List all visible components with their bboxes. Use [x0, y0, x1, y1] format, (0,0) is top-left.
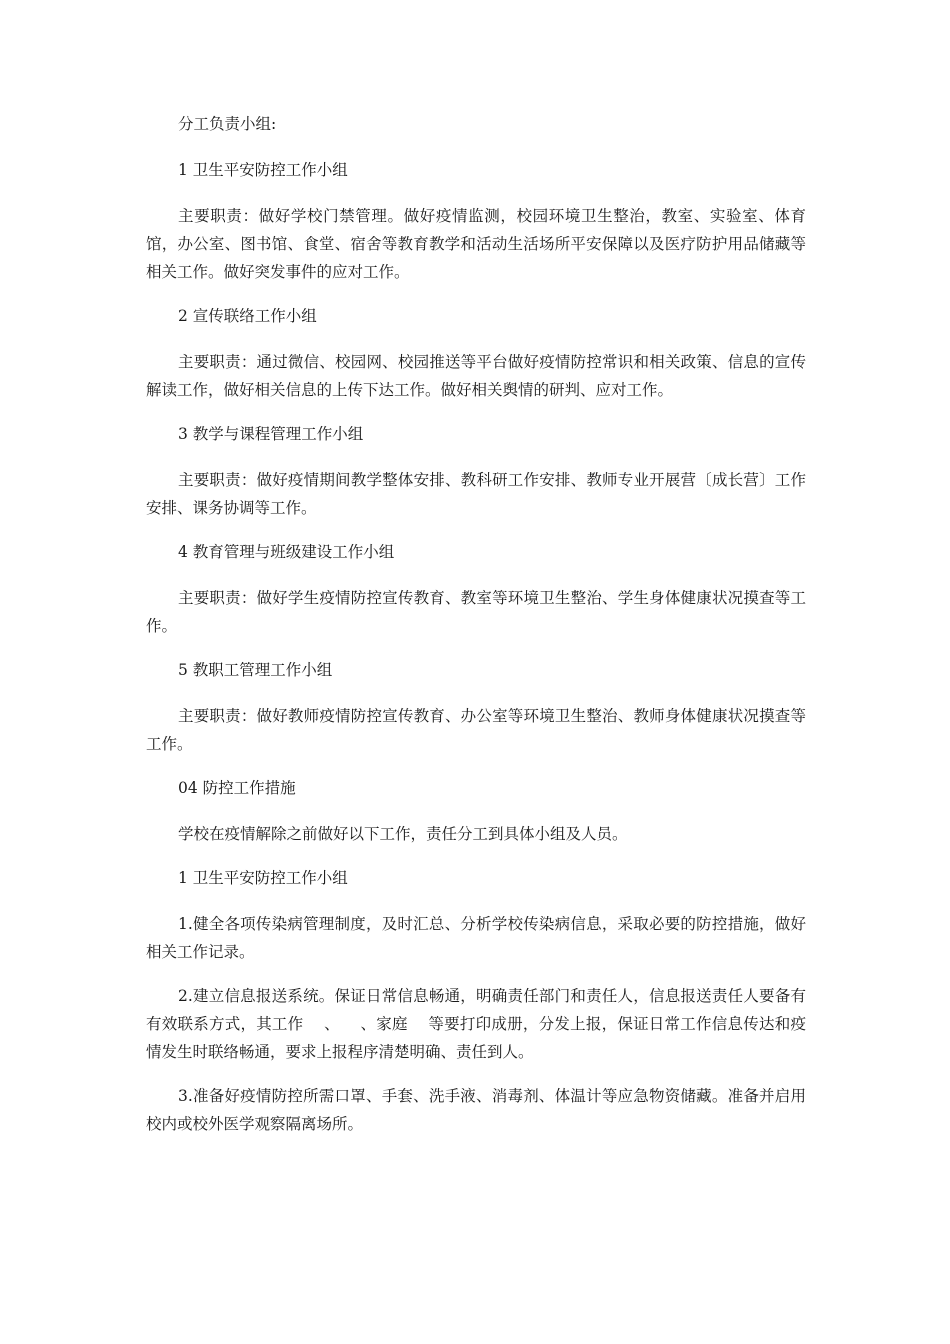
- body-paragraph: 主要职责：做好教师疫情防控宣传教育、办公室等环境卫生整治、教师身体健康状况摸查等工作。: [146, 707, 806, 753]
- section-heading: 1 卫生平安防控工作小组: [178, 869, 348, 887]
- body-paragraph: 主要职责：做好疫情期间教学整体安排、教科研工作安排、教师专业开展营〔成长营〕工作安排、课务协调等工作。: [146, 471, 806, 517]
- section-heading: 04 防控工作措施: [178, 779, 296, 797]
- document-page: [146, 110, 806, 1154]
- section-heading: 分工负责小组:: [178, 115, 277, 133]
- section-heading: 5 教职工管理工作小组: [178, 661, 333, 679]
- body-paragraph: 1.健全各项传染病管理制度，及时汇总、分析学校传染病信息，采取必要的防控措施，做好相关工作记录。: [146, 915, 806, 961]
- body-paragraph: 主要职责：做好学校门禁管理。做好疫情监测，校园环境卫生整治，教室、实验室、体育馆，办公室、图书馆、食堂、宿舍等教育教学和活动生活场所平安保障以及医疗防护用品储藏等相关工作。做好突发事件的应对工作。: [146, 207, 806, 281]
- body-paragraph: 学校在疫情解除之前做好以下工作，责任分工到具体小组及人员。: [178, 825, 628, 843]
- section-heading: 4 教育管理与班级建设工作小组: [178, 543, 395, 561]
- body-paragraph: 主要职责：做好学生疫情防控宣传教育、教室等环境卫生整治、学生身体健康状况摸查等工作。: [146, 589, 806, 635]
- section-heading: 2 宣传联络工作小组: [178, 307, 317, 325]
- section-heading: 1 卫生平安防控工作小组: [178, 161, 348, 179]
- body-paragraph: 3.准备好疫情防控所需口罩、手套、洗手液、消毒剂、体温计等应急物资储藏。准备并启用校内或校外医学观察隔离场所。: [146, 1087, 806, 1133]
- body-paragraph: 2.建立信息报送系统。保证日常信息畅通，明确责任部门和责任人，信息报送责任人要备有有效联系方式，其工作 、 、家庭 等要打印成册，分发上报，保证日常工作信息传达和疫情发生时联络畅通，要求上报程序清楚明确、责任到人。: [146, 987, 806, 1061]
- section-heading: 3 教学与课程管理工作小组: [178, 425, 364, 443]
- body-paragraph: 主要职责：通过微信、校园网、校园推送等平台做好疫情防控常识和相关政策、信息的宣传解读工作，做好相关信息的上传下达工作。做好相关舆情的研判、应对工作。: [146, 353, 806, 399]
